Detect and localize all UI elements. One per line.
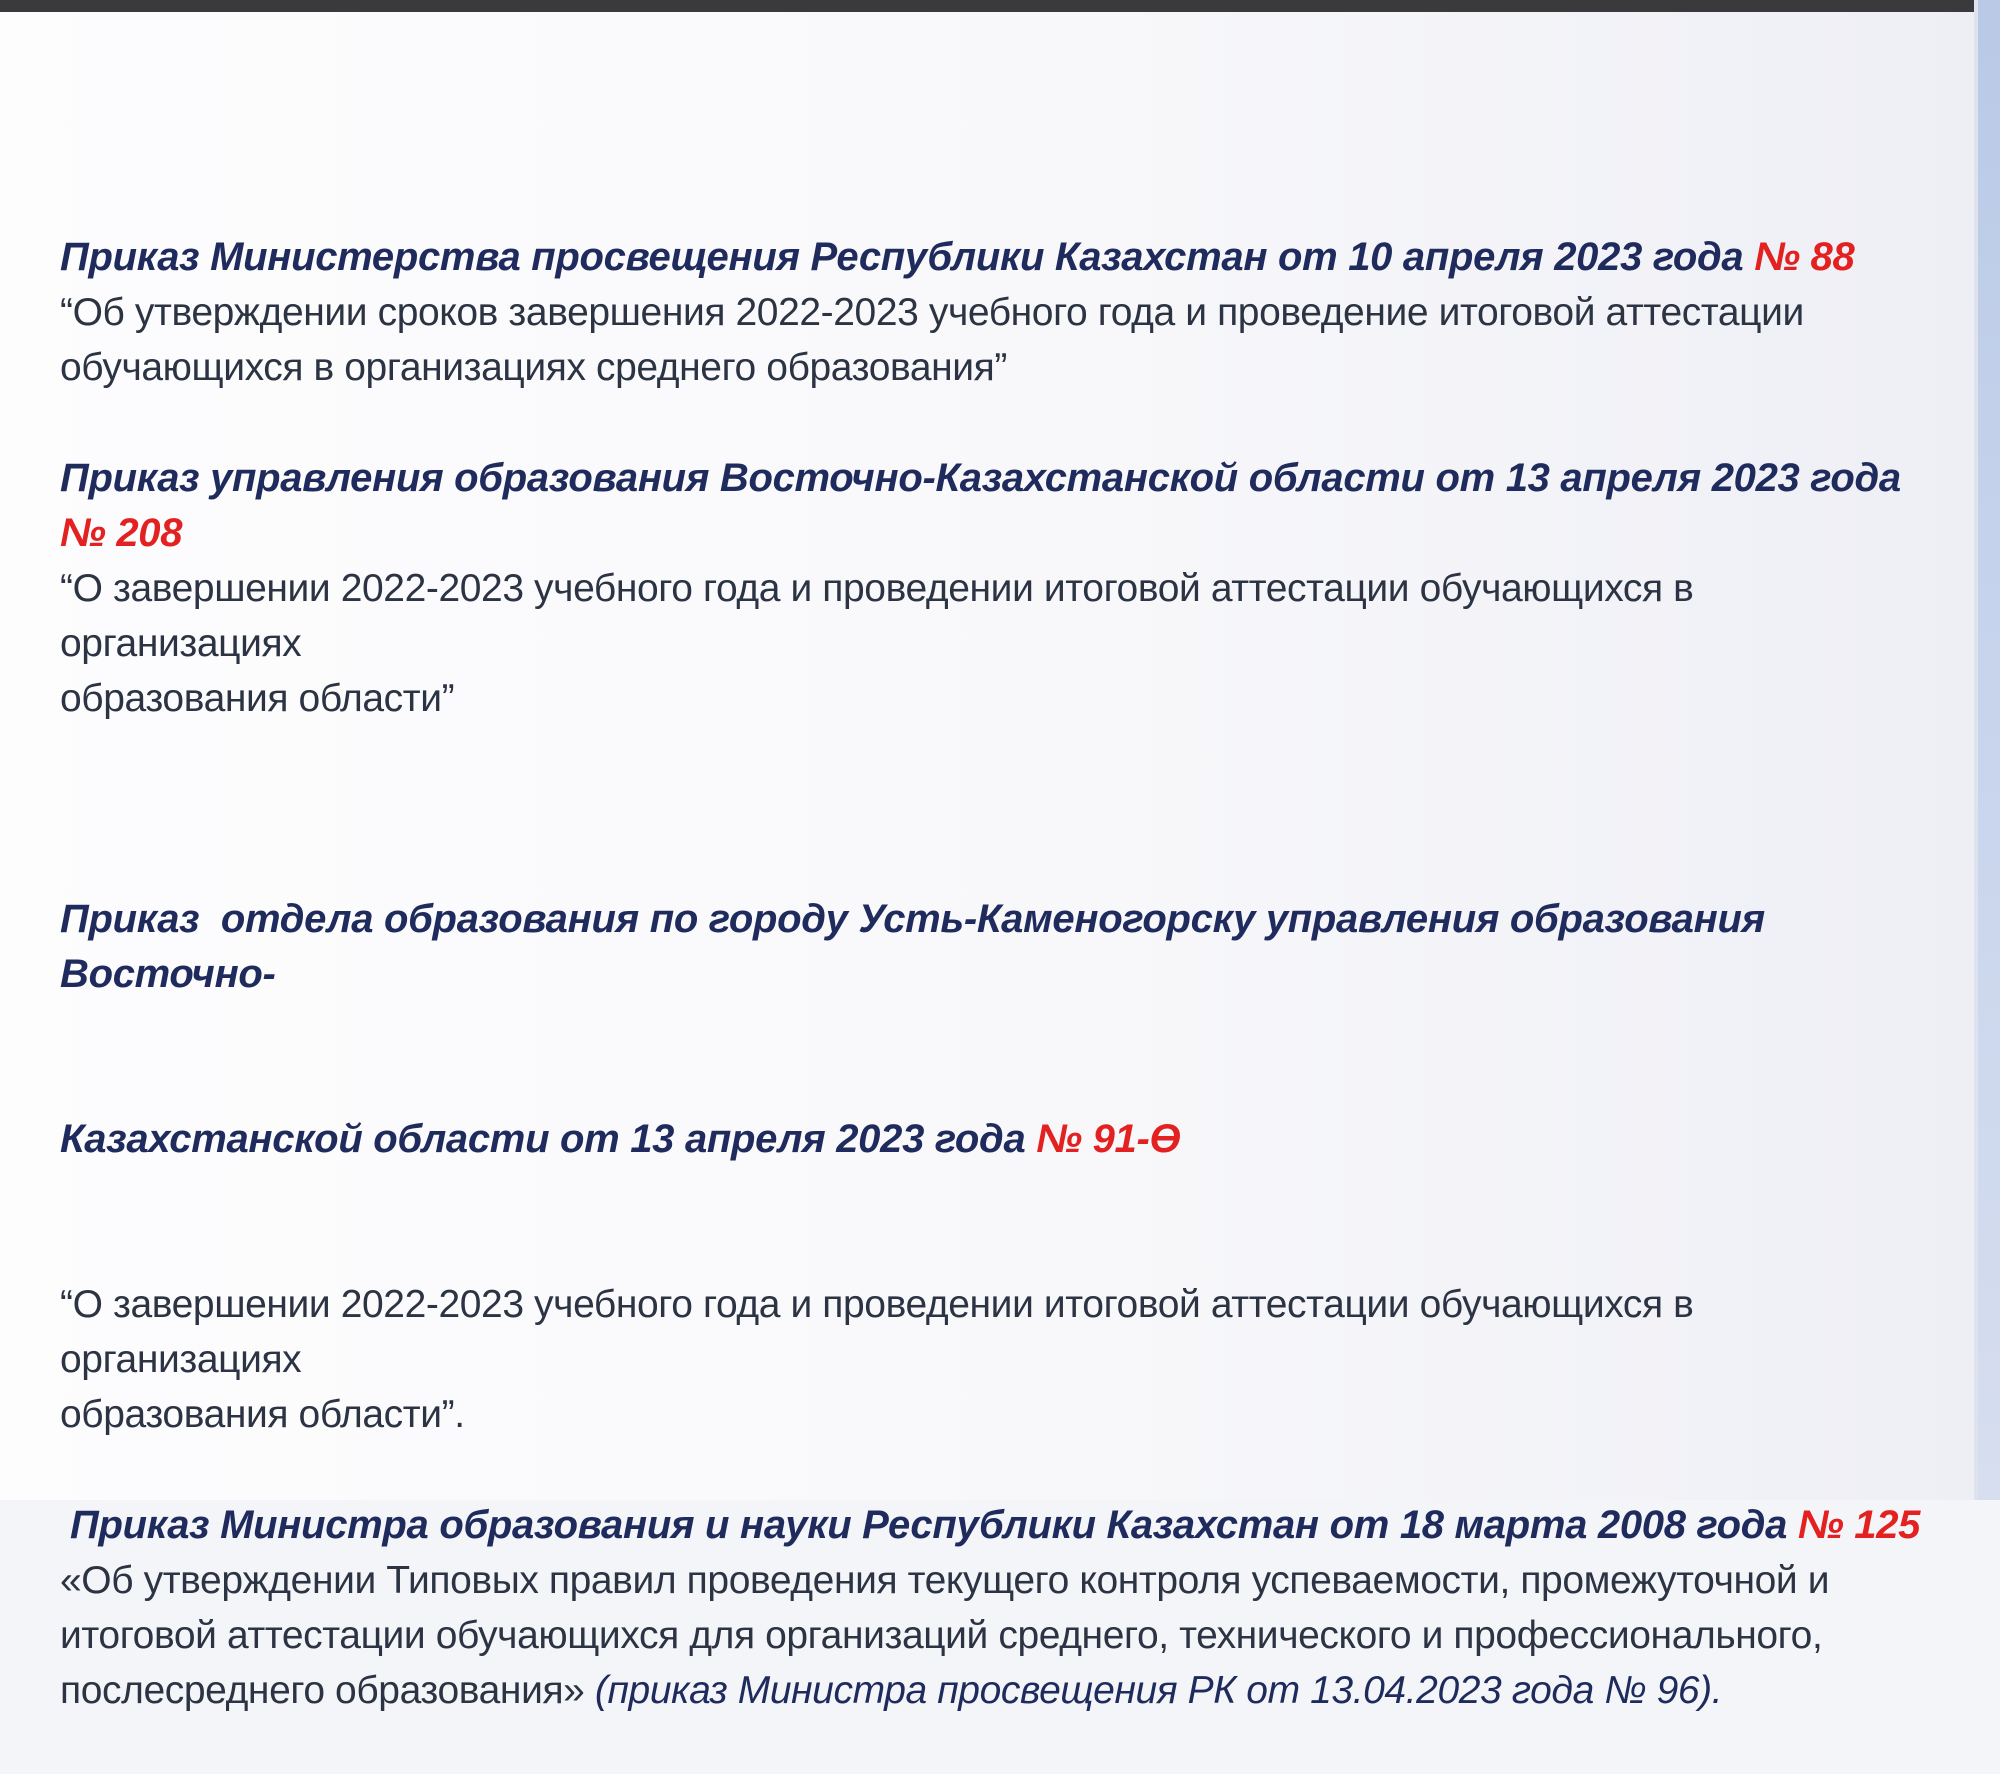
order-description-line: “О завершении 2022-2023 учебного года и проведении итоговой аттестации обучающихся в организациях xyxy=(60,1283,1694,1381)
order-description-line: образования области”. xyxy=(60,1393,465,1436)
order-description xyxy=(60,561,1940,726)
order-block-3 xyxy=(60,782,1940,1442)
order-description xyxy=(60,1553,1940,1718)
order-heading xyxy=(60,451,1940,561)
order-heading-text: Казахстанской области от 13 апреля 2023 года xyxy=(60,1117,1037,1161)
order-number: № 125 xyxy=(1797,1503,1921,1547)
order-description xyxy=(60,1277,1940,1442)
order-note-suffix: ). xyxy=(1699,1669,1723,1712)
order-block-4 xyxy=(60,1498,1940,1718)
order-note-prefix: (приказ Министра просвещения РК от 13.04.2023 года xyxy=(594,1669,1605,1712)
order-number: № 91-Ө xyxy=(1036,1117,1181,1161)
order-description-line: “Об утверждении сроков завершения 2022-2023 учебного года и проведение итоговой аттестации xyxy=(60,291,1804,334)
order-heading xyxy=(60,782,1940,1277)
order-description xyxy=(60,285,1940,395)
order-number: № 88 xyxy=(1754,235,1855,279)
order-heading xyxy=(70,1498,1940,1553)
orders-list xyxy=(60,230,1940,1774)
order-block-1 xyxy=(60,230,1940,395)
order-heading xyxy=(60,230,1940,285)
order-description-line: «Об утверждении Типовых правил проведения текущего контроля успеваемости, промежуточной и xyxy=(60,1559,1830,1602)
order-number: № 208 xyxy=(60,511,183,555)
order-note-number: № 96 xyxy=(1604,1669,1700,1712)
order-description-line: итоговой аттестации обучающихся для организаций среднего, технического и профессионального, xyxy=(60,1614,1823,1657)
order-description-line: “О завершении 2022-2023 учебного года и проведении итоговой аттестации обучающихся в организациях xyxy=(60,567,1694,665)
right-border-strip xyxy=(1978,0,2000,1500)
order-block-2 xyxy=(60,451,1940,726)
order-description-line xyxy=(60,1663,1940,1718)
order-description-text: послесреднего образования» xyxy=(60,1669,595,1712)
order-description-line: образования области” xyxy=(60,677,455,720)
order-heading-text: Приказ Министра образования и науки Республики Казахстан от 18 марта 2008 года xyxy=(70,1503,1798,1547)
slide xyxy=(0,12,1978,1712)
order-heading-line: Приказ отдела образования по городу Усть-Каменогорску управления образования Восточно- xyxy=(60,897,1776,996)
order-heading-text: Приказ управления образования Восточно-Казахстанской области от 13 апреля 2023 года xyxy=(60,456,1912,500)
order-heading-text: Приказ Министерства просвещения Республики Казахстан от 10 апреля 2023 года xyxy=(60,235,1755,279)
order-description-line: обучающихся в организациях среднего образования” xyxy=(60,346,1007,389)
order-heading-line xyxy=(60,1112,1940,1167)
top-border xyxy=(0,0,1978,12)
